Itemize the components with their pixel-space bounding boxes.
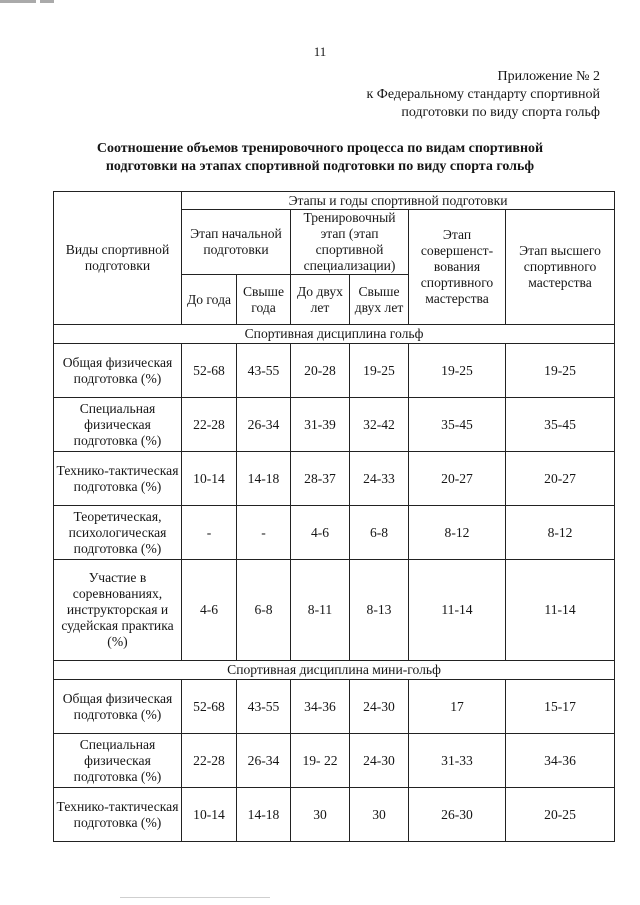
table-cell: 6-8	[350, 506, 409, 560]
table-cell: 10-14	[182, 788, 237, 842]
header-stage-training: Тренировочный этап (этап спортивной специализации)	[291, 210, 409, 275]
scan-artifact	[120, 897, 270, 898]
table-cell: 52-68	[182, 344, 237, 398]
row-label: Технико-тактическая подготовка (%)	[54, 452, 182, 506]
table-cell: 32-42	[350, 398, 409, 452]
table-cell: 28-37	[291, 452, 350, 506]
table-cell: 52-68	[182, 680, 237, 734]
page-number: 11	[313, 44, 327, 59]
row-label: Специальная физическая подготовка (%)	[54, 734, 182, 788]
table-cell: 4-6	[182, 560, 237, 661]
table-row	[54, 788, 615, 842]
table-cell: 20-27	[409, 452, 506, 506]
appendix-note	[366, 68, 600, 122]
table-cell: 35-45	[409, 398, 506, 452]
table-cell: 15-17	[506, 680, 615, 734]
table-cell: 34-36	[291, 680, 350, 734]
title-line: Соотношение объемов тренировочного процесса по видам спортивной	[96, 141, 544, 156]
table-cell: 20-25	[506, 788, 615, 842]
table-cell: 24-33	[350, 452, 409, 506]
table-cell: 14-18	[237, 452, 291, 506]
table-cell: 8-12	[409, 506, 506, 560]
header-stage-improvement: Этап совершенст-вования спортивного мастерства	[409, 210, 506, 325]
appendix-line: подготовки по виду спорта гольф	[401, 105, 600, 120]
table-cell: 8-13	[350, 560, 409, 661]
document-title	[60, 140, 580, 176]
table-cell: -	[182, 506, 237, 560]
table-cell: 17	[409, 680, 506, 734]
table-cell: 26-34	[237, 734, 291, 788]
table-cell: 30	[291, 788, 350, 842]
table-cell: 11-14	[409, 560, 506, 661]
table-cell: 35-45	[506, 398, 615, 452]
table-cell: 43-55	[237, 680, 291, 734]
table-cell: 24-30	[350, 680, 409, 734]
header-stage-initial: Этап начальной подготовки	[182, 210, 291, 275]
table-cell: 26-34	[237, 398, 291, 452]
table-row	[54, 506, 615, 560]
table-cell: 22-28	[182, 734, 237, 788]
table-cell: 20-27	[506, 452, 615, 506]
table-cell: 19-25	[409, 344, 506, 398]
table-cell: 26-30	[409, 788, 506, 842]
table-row	[54, 398, 615, 452]
header-stages: Этапы и годы спортивной подготовки	[182, 192, 615, 210]
row-label: Теоретическая, психологическая подготовка (%)	[54, 506, 182, 560]
table-cell: 30	[350, 788, 409, 842]
header-kinds: Виды спортивной подготовки	[54, 192, 182, 325]
table-cell: 6-8	[237, 560, 291, 661]
table-cell: 22-28	[182, 398, 237, 452]
section-golf: Спортивная дисциплина гольф	[54, 325, 615, 344]
row-label: Технико-тактическая подготовка (%)	[54, 788, 182, 842]
table-row	[54, 452, 615, 506]
table-cell: 43-55	[237, 344, 291, 398]
header-stage-highest: Этап высшего спортивного мастерства	[506, 210, 615, 325]
table-cell: 19-25	[350, 344, 409, 398]
table-cell: 19-25	[506, 344, 615, 398]
row-label: Участие в соревнованиях, инструкторская и судейская практика (%)	[54, 560, 182, 661]
table-cell: 8-12	[506, 506, 615, 560]
appendix-line: к Федеральному стандарту спортивной	[366, 87, 600, 102]
table-cell: -	[237, 506, 291, 560]
header-sub-initial-upto: До года	[182, 275, 237, 325]
title-line: подготовки на этапах спортивной подготовки по виду спорта гольф	[105, 159, 535, 174]
header-sub-training-upto: До двух лет	[291, 275, 350, 325]
row-label: Общая физическая подготовка (%)	[54, 680, 182, 734]
table-row	[54, 560, 615, 661]
table-cell: 34-36	[506, 734, 615, 788]
table-cell: 10-14	[182, 452, 237, 506]
row-label: Специальная физическая подготовка (%)	[54, 398, 182, 452]
table-row	[54, 344, 615, 398]
table-cell: 14-18	[237, 788, 291, 842]
table-row	[54, 680, 615, 734]
scan-artifact	[0, 0, 36, 3]
table-cell: 8-11	[291, 560, 350, 661]
section-minigolf: Спортивная дисциплина мини-гольф	[54, 661, 615, 680]
header-sub-training-over: Свыше двух лет	[350, 275, 409, 325]
appendix-line: Приложение № 2	[497, 69, 600, 84]
table-cell: 24-30	[350, 734, 409, 788]
table-row	[54, 734, 615, 788]
training-ratio-table	[53, 191, 615, 842]
table-cell: 20-28	[291, 344, 350, 398]
header-sub-initial-over: Свыше года	[237, 275, 291, 325]
table-cell: 11-14	[506, 560, 615, 661]
table-cell: 31-33	[409, 734, 506, 788]
row-label: Общая физическая подготовка (%)	[54, 344, 182, 398]
scan-artifact	[40, 0, 54, 3]
table-cell: 19- 22	[291, 734, 350, 788]
table-cell: 31-39	[291, 398, 350, 452]
table-cell: 4-6	[291, 506, 350, 560]
